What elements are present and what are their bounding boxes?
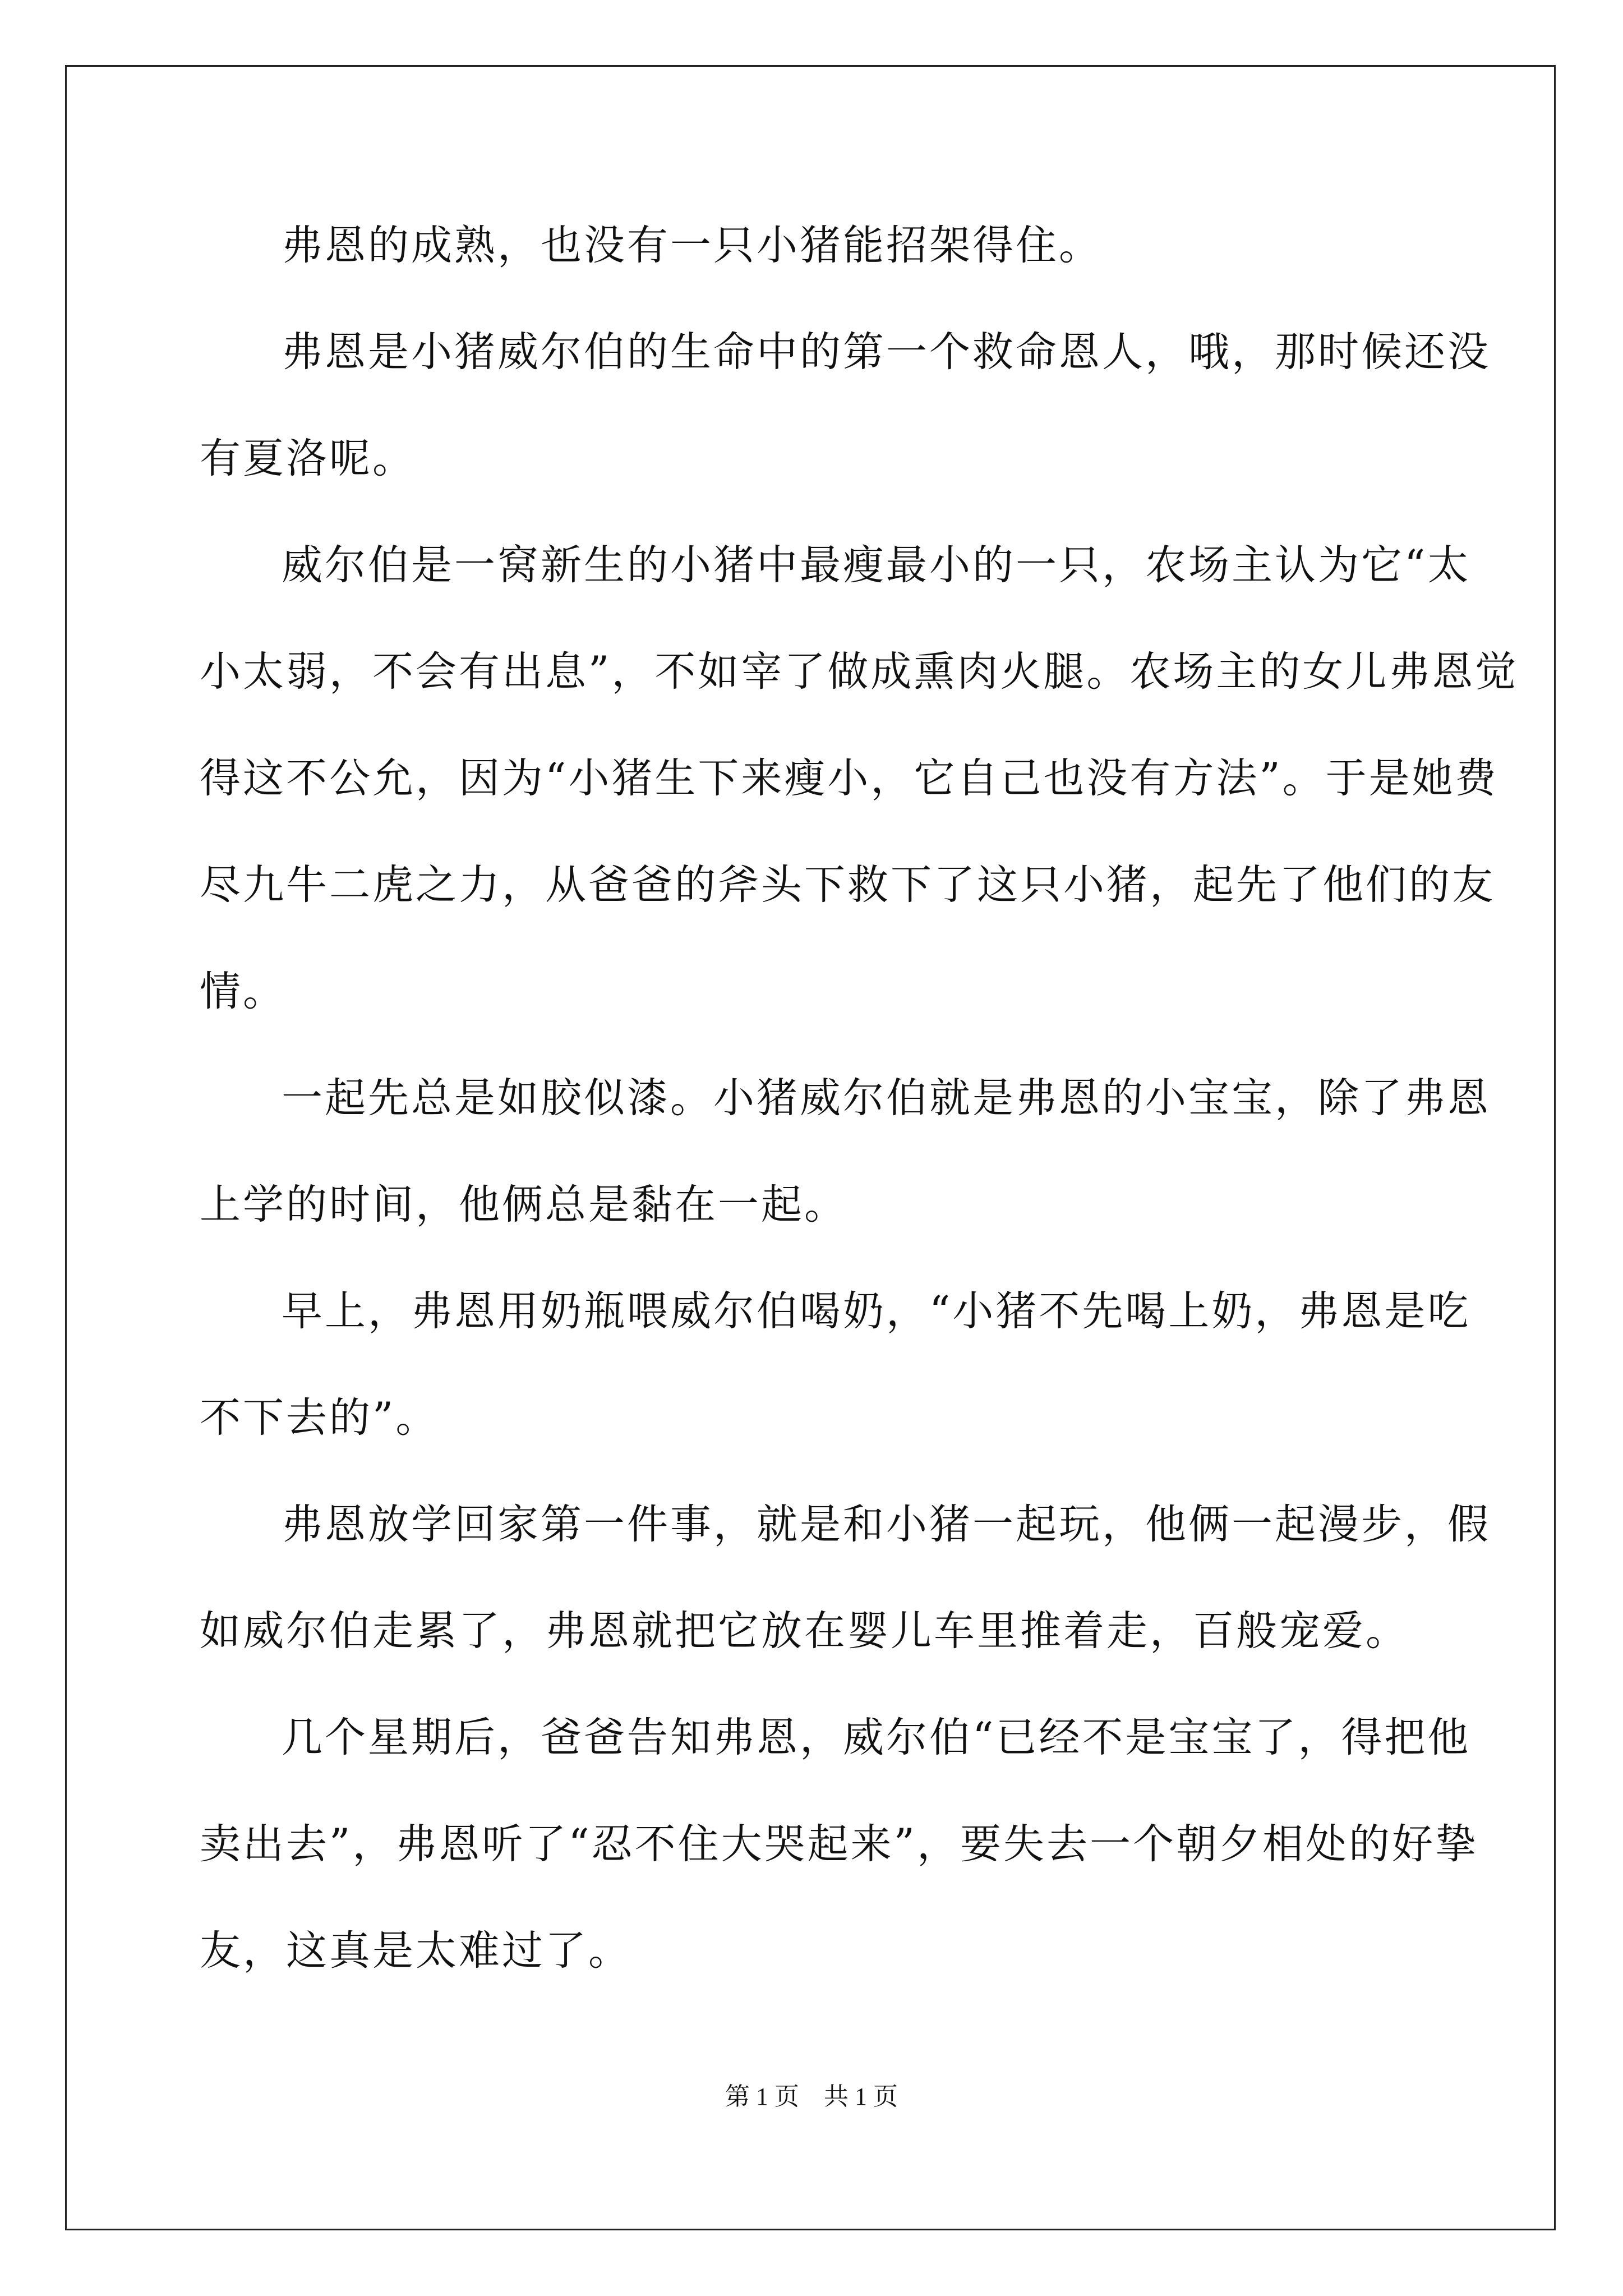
paragraph-line: 小太弱，不会有出息”，不如宰了做成熏肉火腿。农场主的女儿弗恩觉 (200, 648, 1519, 696)
paragraph-line: 威尔伯是一窝新生的小猪中最瘦最小的一只，农场主认为它“太 (282, 541, 1471, 589)
paragraph-line: 上学的时间，他俩总是黏在一起。 (200, 1181, 847, 1228)
page-number-footer: 第 1 页 共 1 页 (725, 2083, 898, 2110)
paragraph-line: 如威尔伯走累了，弗恩就把它放在婴儿车里推着走，百般宠爱。 (200, 1607, 1409, 1655)
paragraph-line: 弗恩的成熟，也没有一只小猪能招架得住。 (282, 222, 1102, 269)
paragraph-line: 情。 (200, 968, 286, 1015)
paragraph-line: 早上，弗恩用奶瓶喂威尔伯喝奶，“小猪不先喝上奶，弗恩是吃 (282, 1287, 1471, 1335)
paragraph-line: 得这不公允，因为“小猪生下来瘦小，它自己也没有方法”。于是她费 (200, 754, 1498, 802)
paragraph-line: 尽九牛二虎之力，从爸爸的斧头下救下了这只小猪，起先了他们的友 (200, 861, 1495, 909)
page-border (65, 65, 1556, 2230)
paragraph-line: 卖出去”，弗恩听了“忍不住大哭起来”，要失去一个朝夕相处的好挚 (200, 1820, 1478, 1868)
paragraph-line: 弗恩是小猪威尔伯的生命中的第一个救命恩人，哦，那时候还没 (282, 328, 1491, 376)
paragraph-line: 几个星期后，爸爸告知弗恩，威尔伯“已经不是宝宝了，得把他 (282, 1714, 1471, 1761)
paragraph-line: 不下去的”。 (200, 1394, 439, 1442)
paragraph-line: 友，这真是太难过了。 (200, 1927, 631, 1975)
paragraph-line: 一起先总是如胶似漆。小猪威尔伯就是弗恩的小宝宝，除了弗恩 (282, 1074, 1491, 1122)
paragraph-line: 弗恩放学回家第一件事，就是和小猪一起玩，他俩一起漫步，假 (282, 1501, 1491, 1548)
paragraph-line: 有夏洛呢。 (200, 435, 416, 482)
